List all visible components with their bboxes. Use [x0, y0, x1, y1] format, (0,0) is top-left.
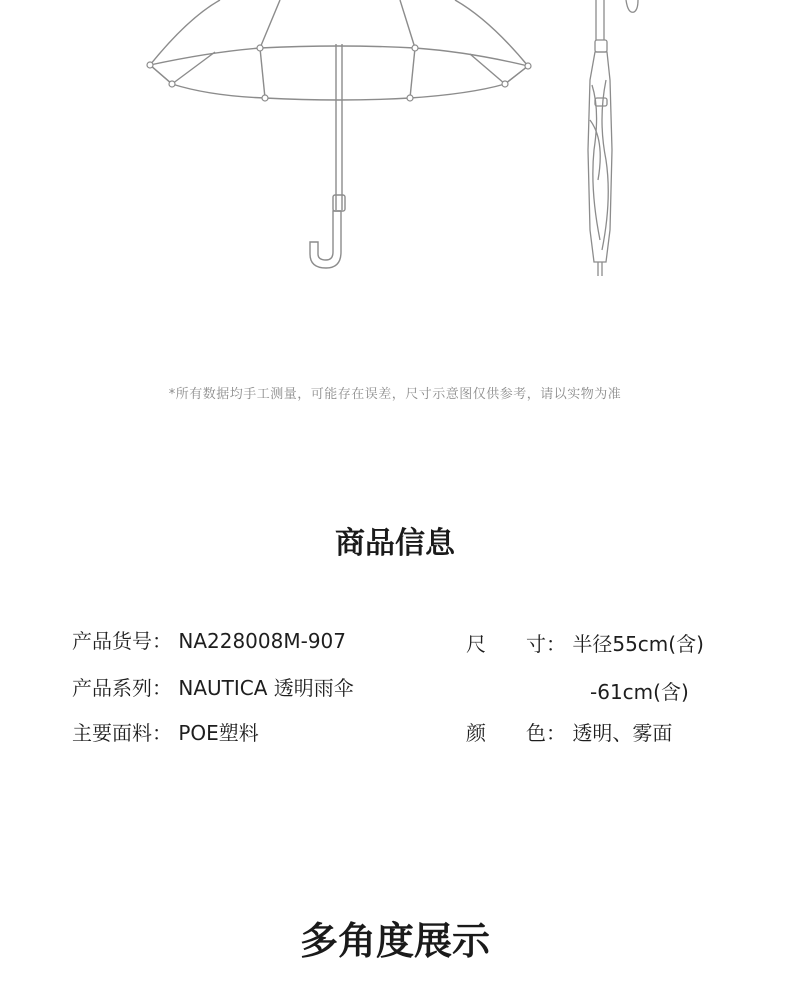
rib: [260, 0, 280, 48]
spec-row-size: [466, 628, 704, 657]
spec-colon: ：: [152, 676, 172, 700]
spec-value: 半径55cm(含): [572, 632, 704, 656]
j-handle: [310, 211, 341, 268]
measurement-disclaimer: *所有数据均手工测量，可能存在误差，尺寸示意图仅供参考，请以实物为准: [168, 387, 622, 402]
spec-row-color: [466, 717, 672, 746]
runner: [333, 195, 345, 211]
spec-value: 透明、雾面: [572, 721, 673, 745]
spec-label: 颜 色: [466, 721, 546, 745]
spec-row-item-number: [72, 625, 346, 654]
spec-label: 尺 寸: [466, 632, 546, 656]
umbrella-dimension-illustration: [0, 0, 790, 300]
rib: [505, 66, 528, 84]
product-info-title: 商品信息: [335, 526, 455, 561]
spec-value: POE塑料: [178, 721, 259, 745]
spec-colon: ：: [546, 721, 566, 745]
multi-angle-title: 多角度展示: [299, 919, 490, 963]
closed-umbrella-drawing: [588, 0, 638, 276]
spec-label: 产品系列: [72, 676, 152, 700]
spec-label: 产品货号: [72, 629, 152, 653]
closed-fold: [590, 120, 600, 180]
closed-fold: [592, 85, 600, 240]
rib: [400, 0, 415, 48]
rib: [410, 48, 415, 98]
rib: [470, 54, 505, 84]
open-umbrella-drawing: [150, 0, 528, 268]
canopy-rim: [150, 65, 528, 100]
closed-tie-band: [595, 40, 607, 52]
spec-value: NA228008M-907: [178, 629, 346, 653]
spec-colon: ：: [546, 632, 566, 656]
spec-label: 主要面料: [72, 721, 152, 745]
rib: [260, 48, 265, 98]
spec-colon: ：: [152, 721, 172, 745]
spec-row-series: [72, 672, 354, 701]
spec-row-material: [72, 717, 259, 746]
closed-strap: [595, 98, 607, 106]
rib: [150, 65, 172, 84]
spec-size-continuation: -61cm(含): [590, 680, 689, 704]
canopy-upper-edge-right: [455, 0, 528, 66]
closed-handle-hook: [596, 0, 638, 40]
spec-value: NAUTICA 透明雨伞: [178, 676, 354, 700]
spec-colon: ：: [152, 629, 172, 653]
